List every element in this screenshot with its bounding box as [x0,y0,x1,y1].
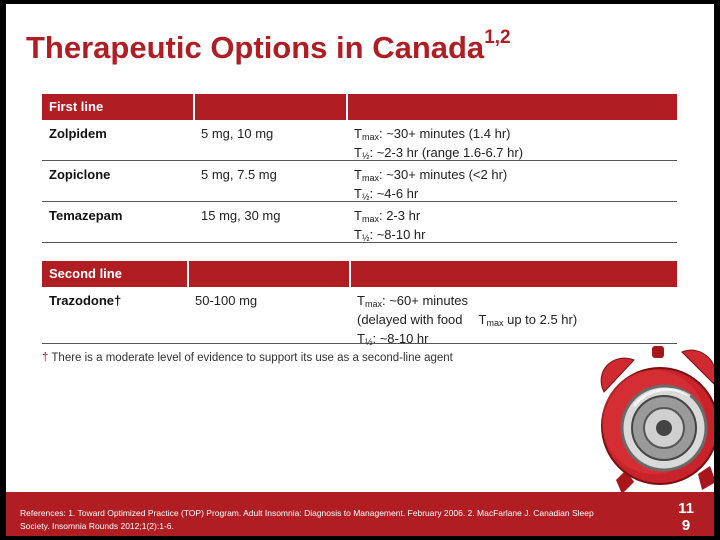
first-line-table [42,94,677,243]
table-row [42,202,677,243]
drug-name: Zopiclone [49,167,111,182]
dose: 5 mg, 10 mg [201,126,274,141]
table-header [42,261,677,287]
pharmacokinetics: $T_{max}$: ~60+ minutes (delayed with food $T_{max}$ up to 2.5 hr) $T_{\frac{1}{2}}$: ~8-10 hr [357,293,578,347]
drug-name: Trazodone† [49,293,122,308]
header-blank-pk [348,94,677,120]
alarm-clock-icon [594,342,714,502]
dose: 5 mg, 7.5 mg [201,167,277,182]
drug-name: Zolpidem [49,126,107,141]
drug-name: Temazepam [49,208,123,223]
table-row [42,287,677,347]
second-line-header: Second line [42,261,187,287]
table-header [42,94,677,120]
header-blank-dose [195,94,346,120]
pharmacokinetics: $T_{max}$: 2-3 hr $T_{\frac{1}{2}}$: ~8-10 hr [354,208,426,243]
header-blank-pk [351,261,677,287]
pharmacokinetics: $T_{max}$: ~30+ minutes (1.4 hr) $T_{\frac{1}{2}}$: ~2-3 hr (range 1.6-6.7 hr) [354,126,524,161]
references: References: 1. Toward Optimized Practice (TOP) Program. Adult Insomnia: Diagnosis to Management. February 2006. 2. MacFarlane J. Canadian Sleep Society. Insomnia Rounds 2012;1(2):1-6. [20,508,594,531]
table-row [42,161,677,202]
dose: 15 mg, 30 mg [201,208,281,223]
page-title: Therapeutic Options in Canada$^{1,2}$ [26,26,511,65]
second-line-table [42,261,677,347]
dose: 50-100 mg [195,293,258,308]
header-blank-dose [189,261,349,287]
table-row [42,120,677,161]
slide-number: 11 9 [678,500,694,534]
first-line-header: First line [42,94,193,120]
footer-bar [6,492,714,536]
pharmacokinetics: $T_{max}$: ~30+ minutes (<2 hr) $T_{\frac{1}{2}}$: ~4-6 hr [354,167,508,202]
title-superscript: 1,2 [484,26,511,48]
footnote: † There is a moderate level of evidence to support its use as a second-line agent [42,352,453,364]
slide [6,4,714,536]
